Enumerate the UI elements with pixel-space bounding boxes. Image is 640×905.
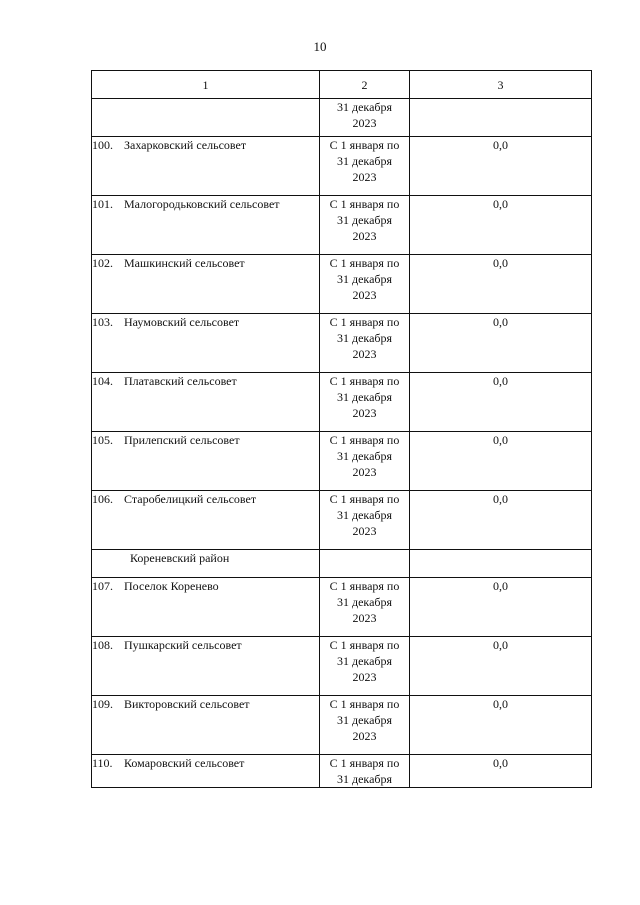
municipality-cell [92, 755, 320, 788]
column-header-3: 3 [410, 71, 592, 99]
continuation-value-cell [410, 99, 592, 137]
row-number: 102. [92, 256, 113, 270]
period-line: 2023 [352, 116, 377, 130]
row-number: 100. [92, 138, 113, 152]
district-period-cell [320, 550, 410, 578]
period-cell [320, 255, 410, 314]
period-line: 2023 [352, 347, 377, 361]
municipality-name: Викторовский сельсовет [124, 697, 250, 711]
period-line: С 1 января по [329, 492, 400, 506]
period-cell [320, 755, 410, 788]
value-cell: 0,0 [410, 255, 592, 314]
period-line: 31 декабря [336, 272, 393, 286]
period-line: 2023 [352, 288, 377, 302]
municipality-name: Захарковский сельсовет [124, 138, 247, 152]
table-row [92, 314, 592, 373]
district-value-cell [410, 550, 592, 578]
period-line: 2023 [352, 406, 377, 420]
period-line: С 1 января по [329, 579, 400, 593]
table-row [92, 255, 592, 314]
period-cell [320, 314, 410, 373]
period-line: С 1 января по [329, 433, 400, 447]
district-name: Кореневский район [92, 550, 320, 578]
period-line: 31 декабря [336, 654, 393, 668]
period-line: 31 декабря [336, 100, 393, 114]
period-cell [320, 196, 410, 255]
continuation-row [92, 99, 592, 137]
period-line: 31 декабря [336, 508, 393, 522]
period-line: 2023 [352, 170, 377, 184]
page-number: 10 [313, 39, 327, 54]
period-line: С 1 января по [329, 315, 400, 329]
district-row [92, 550, 592, 578]
allocation-table [91, 70, 592, 788]
municipality-cell [92, 637, 320, 696]
period-line: 2023 [352, 229, 377, 243]
period-line: С 1 января по [329, 374, 400, 388]
period-line: 31 декабря [336, 595, 393, 609]
period-cell [320, 137, 410, 196]
table-header-row [92, 71, 592, 99]
municipality-cell [92, 196, 320, 255]
period-line: 31 декабря [336, 154, 393, 168]
table-row [92, 196, 592, 255]
table-row [92, 578, 592, 637]
value-cell: 0,0 [410, 196, 592, 255]
period-line: 31 декабря [336, 390, 393, 404]
municipality-name: Комаровский сельсовет [124, 756, 245, 770]
row-number: 105. [92, 433, 113, 447]
value-cell: 0,0 [410, 491, 592, 550]
period-line: 31 декабря [336, 772, 393, 786]
municipality-cell [92, 255, 320, 314]
period-line: С 1 января по [329, 256, 400, 270]
period-cell [320, 637, 410, 696]
municipality-name: Платавский сельсовет [124, 374, 237, 388]
column-header-1: 1 [92, 71, 320, 99]
period-line: С 1 января по [329, 138, 400, 152]
table-row [92, 432, 592, 491]
municipality-cell [92, 373, 320, 432]
period-cell [320, 696, 410, 755]
municipality-name: Машкинский сельсовет [124, 256, 245, 270]
municipality-cell [92, 491, 320, 550]
table-row [92, 696, 592, 755]
period-cell [320, 373, 410, 432]
value-cell: 0,0 [410, 314, 592, 373]
value-cell: 0,0 [410, 373, 592, 432]
table-row [92, 373, 592, 432]
municipality-cell [92, 696, 320, 755]
row-number: 103. [92, 315, 113, 329]
municipality-name: Прилепский сельсовет [124, 433, 240, 447]
value-cell: 0,0 [410, 432, 592, 491]
table-row [92, 755, 592, 788]
period-line: С 1 января по [329, 638, 400, 652]
municipality-name: Старобелицкий сельсовет [124, 492, 257, 506]
period-line: 2023 [352, 524, 377, 538]
municipality-name: Наумовский сельсовет [124, 315, 240, 329]
municipality-cell [92, 432, 320, 491]
period-line: 31 декабря [336, 449, 393, 463]
value-cell: 0,0 [410, 637, 592, 696]
row-number: 109. [92, 697, 113, 711]
municipality-cell [92, 314, 320, 373]
period-line: 2023 [352, 611, 377, 625]
period-line: 2023 [352, 670, 377, 684]
value-cell: 0,0 [410, 755, 592, 788]
municipality-name: Пушкарский сельсовет [124, 638, 242, 652]
municipality-name: Малогородьковский сельсовет [124, 197, 280, 211]
continuation-period-cell [320, 99, 410, 137]
row-number: 106. [92, 492, 113, 506]
row-number: 110. [92, 756, 113, 770]
municipality-cell [92, 137, 320, 196]
row-number: 101. [92, 197, 113, 211]
table-row [92, 637, 592, 696]
period-line: С 1 января по [329, 697, 400, 711]
period-line: 31 декабря [336, 213, 393, 227]
period-cell [320, 578, 410, 637]
column-header-2: 2 [320, 71, 410, 99]
municipality-name: Поселок Коренево [124, 579, 219, 593]
period-line: 31 декабря [336, 713, 393, 727]
table-row [92, 491, 592, 550]
row-number: 104. [92, 374, 113, 388]
period-line: С 1 января по [329, 197, 400, 211]
row-number: 107. [92, 579, 113, 593]
period-line: 31 декабря [336, 331, 393, 345]
row-number: 108. [92, 638, 113, 652]
period-line: 2023 [352, 465, 377, 479]
period-line: 2023 [352, 729, 377, 743]
table-row [92, 137, 592, 196]
value-cell: 0,0 [410, 578, 592, 637]
period-line: С 1 января по [329, 756, 400, 770]
value-cell: 0,0 [410, 137, 592, 196]
municipality-cell [92, 578, 320, 637]
value-cell: 0,0 [410, 696, 592, 755]
continuation-name-cell [92, 99, 320, 137]
period-cell [320, 491, 410, 550]
period-cell [320, 432, 410, 491]
